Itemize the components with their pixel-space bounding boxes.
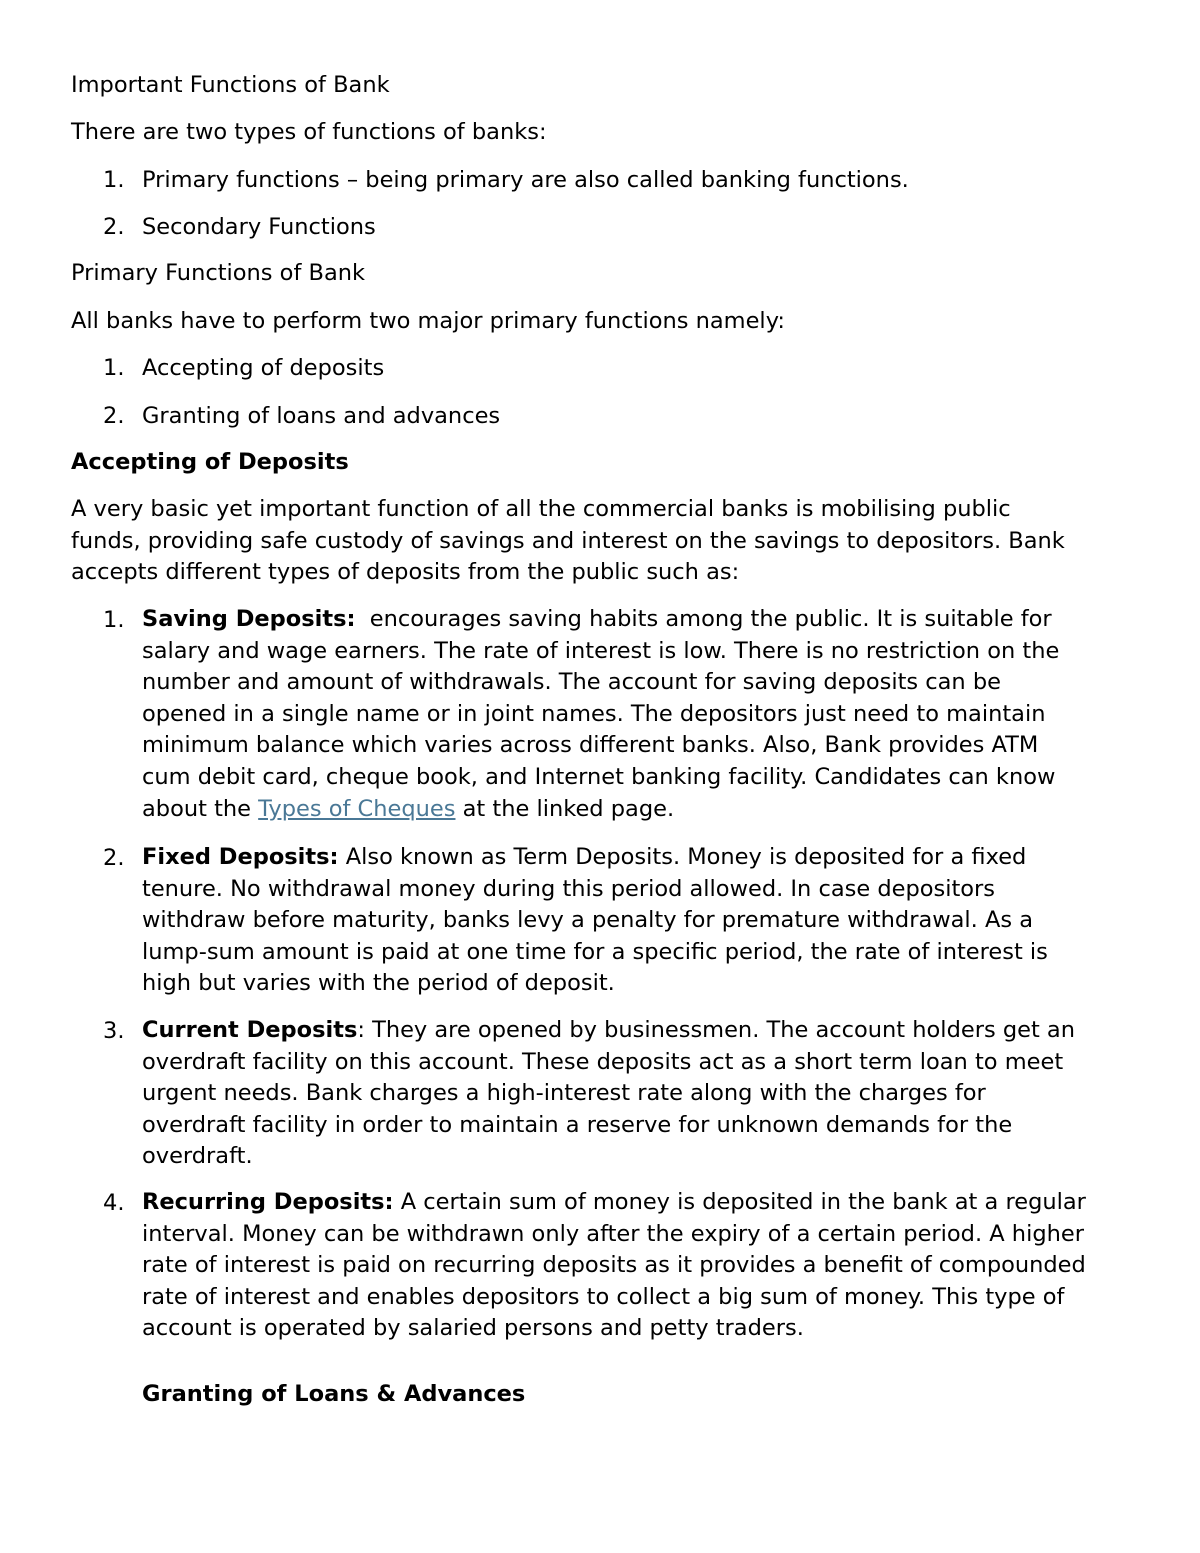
saving-deposits-item xyxy=(142,604,1142,825)
item-line: : They are opened by businessmen. The account holders get an xyxy=(357,1017,1075,1043)
document-title: Important Functions of Bank xyxy=(71,72,390,98)
primary-intro-paragraph: All banks have to perform two major primary functions namely: xyxy=(71,308,785,334)
item-line: high but varies with the period of deposit. xyxy=(142,970,615,997)
paragraph-line: A very basic yet important function of all the commercial banks is mobilising public xyxy=(71,496,1011,522)
term-label: Fixed Deposits: xyxy=(142,844,339,870)
item-line: salary and wage earners. The rate of interest is low. There is no restriction on the xyxy=(142,637,1060,664)
item-line: opened in a single name or in joint names. The depositors just need to maintain xyxy=(142,700,1046,727)
item-line: lump-sum amount is paid at one time for a specific period, the rate of interest is xyxy=(142,938,1048,965)
item-line: withdraw before maturity, banks levy a penalty for premature withdrawal. As a xyxy=(142,907,1034,934)
item-line: at the linked page. xyxy=(455,795,675,822)
item-line: number and amount of withdrawals. The account for saving deposits can be xyxy=(142,669,1001,696)
item-line: urgent needs. Bank charges a high-interest rate along with the charges for xyxy=(142,1080,986,1107)
list-number: 2. xyxy=(103,403,125,429)
current-deposits-item xyxy=(142,1015,1142,1173)
paragraph-line: accepts different types of deposits from the public such as: xyxy=(71,559,740,586)
list-item: Secondary Functions xyxy=(142,214,376,240)
item-line: minimum balance which varies across different banks. Also, Bank provides ATM xyxy=(142,732,1039,759)
item-line: Also known as Term Deposits. Money is deposited for a fixed xyxy=(338,844,1027,870)
item-line: overdraft. xyxy=(142,1143,253,1170)
term-label: Recurring Deposits: xyxy=(142,1189,394,1215)
item-line: rate of interest and enables depositors to collect a big sum of money. This type of xyxy=(142,1283,1065,1310)
list-number: 1. xyxy=(103,355,125,381)
section-heading: Primary Functions of Bank xyxy=(71,260,366,286)
deposits-heading: Accepting of Deposits xyxy=(71,449,349,475)
deposits-intro-paragraph xyxy=(71,494,1071,589)
item-line: account is operated by salaried persons and petty traders. xyxy=(142,1315,804,1342)
list-number: 3. xyxy=(103,1018,125,1044)
recurring-deposits-item xyxy=(142,1187,1142,1345)
item-line: overdraft facility on this account. These deposits act as a short term loan to meet xyxy=(142,1048,1064,1075)
item-line: about the xyxy=(142,795,259,822)
item-line: tenure. No withdrawal money during this period allowed. In case depositors xyxy=(142,875,996,902)
list-number: 1. xyxy=(103,167,125,193)
list-number: 2. xyxy=(103,214,125,240)
intro-paragraph: There are two types of functions of banks: xyxy=(71,119,547,145)
paragraph-line: funds, providing safe custody of savings and interest on the savings to depositors. Bank xyxy=(71,527,1065,554)
term-label: Current Deposits xyxy=(142,1017,358,1043)
list-number: 4. xyxy=(103,1190,125,1216)
item-line: rate of interest is paid on recurring deposits as it provides a benefit of compounded xyxy=(142,1252,1086,1279)
types-of-cheques-link[interactable]: Types of Cheques xyxy=(258,795,456,822)
item-line: cum debit card, cheque book, and Internet banking facility. Candidates can know xyxy=(142,763,1056,790)
fixed-deposits-item xyxy=(142,842,1142,1000)
item-line: overdraft facility in order to maintain a reserve for unknown demands for the xyxy=(142,1111,1013,1138)
list-item: Granting of loans and advances xyxy=(142,403,501,429)
loans-heading: Granting of Loans & Advances xyxy=(142,1381,526,1407)
list-number: 1. xyxy=(103,607,125,633)
list-number: 2. xyxy=(103,845,125,871)
item-line: A certain sum of money is deposited in the bank at a regular xyxy=(393,1189,1086,1215)
item-line: interval. Money can be withdrawn only after the expiry of a certain period. A higher xyxy=(142,1220,1084,1247)
item-line: encourages saving habits among the public. It is suitable for xyxy=(355,606,1052,632)
list-item: Primary functions – being primary are also called banking functions. xyxy=(142,167,909,193)
list-item: Accepting of deposits xyxy=(142,355,385,381)
term-label: Saving Deposits: xyxy=(142,606,356,632)
